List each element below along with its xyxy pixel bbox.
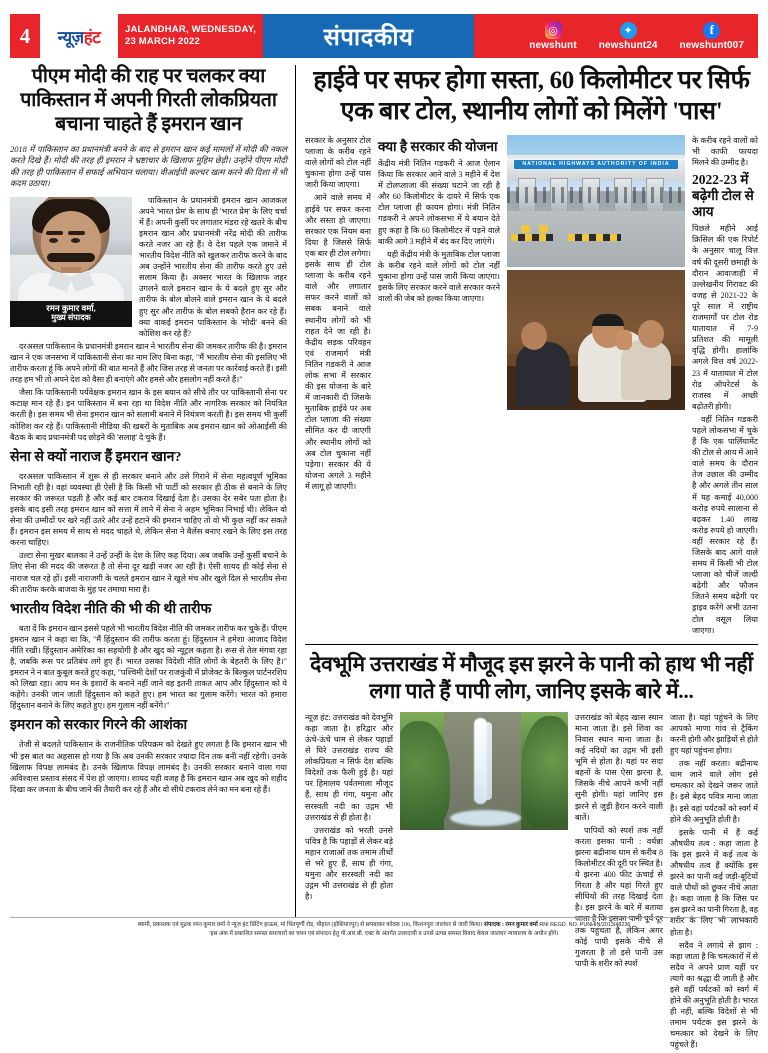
editorial-column [10,65,296,917]
toll-column-2 [378,135,500,638]
waterfall-para: न्यूज़ हंट: उत्तराखंड को देवभूमि कहा जाता है। हरिद्वार और ऊंचे-ऊंचे धाम से लेकर पहाड़ों से घिरे उत्तराखंड राज्य की लोकप्रियता न सिर्फ देश बल्कि विदेशों तक फैली हुई है। यहां पर हिमालय पर्वतमाला मौजूद हैं, साथ ही गंगा, यमुना और सरस्वती नदी का उद्गम भी उत्तराखंड से ही होता है। [305,712,393,822]
page-number: 4 [10,14,40,58]
waterfall-para: उत्तराखंड को बेहद खास स्थान माना जाता है। इसे शिवा का निवास स्थान माना जाता है। कई नदियों का उद्गम भी इसी भूमि से होता है। यहां पर सदा बहनों के पास ऐसा झरना है, जिसके नीचे आपने कभी नहीं सुनी होगी। यहां जानिए इस झरने से जुड़ी हैरान करने वाली बातें। [575,712,663,822]
instagram-icon: ◎ [545,22,562,39]
newspaper-page [0,14,768,1050]
editorial-para: दरअसल पाकिस्तान में शुरू से ही सरकार बनाने और उसे गिराने में सेना महत्वपूर्ण भूमिका निभाती रही है। वहां व्यवस्था ही ऐसी है कि किसी भी पार्टी को सरकार ही ठीक से बनाने के लिए सरकार की जरूरत पड़ती है और कई बार टकराव दिखाई देता है। उसका देर सबेर पता होता है। इसके बाद इसी तरह इमरान खान को सत्ता में लाने में सेना ने अहम भूमिका निभाई थी। लेकिन वो सेना की उम्मीदों पर खरे नहीं उतरे और उन्हें हटाने की इमरान चाहिए तो वो भी कुछ नहीं कर सकते हैं। इमरान इस समय में साथ से मदद चाहते थे, लेकिन सेना ने बैलेंस बनाए रखने के लिए इस तरह करना चाहिए। [10,471,287,548]
editorial-subheading-1: सेना से क्यों नाराज हैं इमरान खान? [10,449,182,465]
rni-registration: RNI REGD. NO. PUNHIN/2013/48236 [539,922,631,929]
publication-logo[interactable] [40,14,118,58]
twitter-icon: ✦ [620,22,637,39]
waterfall-column-1 [305,712,393,1053]
twitter-handle: newshunt24 [598,39,658,51]
section-title: संपादकीय [263,14,474,58]
portrait-moustache [47,253,95,262]
person-right-head [638,320,664,348]
editor-name: रमन कुमार वर्मा, [46,302,96,313]
waterfall-photo-column [400,712,568,1053]
editorial-headline: पीएम मोदी की राह पर चलकर क्या पाकिस्तान में अपनी गिरती लोकप्रियता बचाना चाहते हैं इमरान खान [20,66,277,135]
nhai-signboard-text: NATIONAL HIGHWAYS AUTHORITY OF INDIA [522,161,670,167]
waterfall-story-body [305,712,758,1053]
minister-hair [592,314,624,326]
logo-part-1: न्यूज़ [57,27,84,47]
facebook-icon: f [703,22,720,39]
toll-story-headline: हाईवे पर सफर होगा सस्ता, 60 किलोमीटर पर सिर्फ एक बार टोल, स्थानीय लोगों को मिलेंगे 'पास' [313,67,750,125]
footer-divider [10,917,758,918]
editor-caption [10,301,132,327]
waterfall-para: पापियों को स्पर्श तक नहीं करता इसका पानी : वर्धन्ना झरना बद्रीनाथ धाम से करीब 8 किलोमीटर की दूरी पर स्थित है। ये झरना 400 फीट ऊंचाई से गिरता है और यहां गिरते हुए सीधियों की तरह दिखाई देता है। इस झरने के बारे में बताया जाता है कि इसका पानी पूर्व दूर तक पहुंचता है, लेकिन अगर कोई पापी इसके नीचे से गुजरता है तो इसे पानी उस पापी के शरीर को स्पर्श [575,825,663,968]
footer-line-2: 'इस अंक में प्रकाशित समस्त समाचारों का चयन एवं संपादन हेतु पी.आर.बी. एक्ट के अंतर्गत उत्तरदायी व उनसे उत्पन्न समस्त विवाद केवल जालंधर न्यायालय के अधीन होंगे। [209,930,559,937]
social-facebook[interactable] [680,22,744,51]
toll-story-body [305,135,758,638]
toll-para: वहीं नितिन गडकरी पहले लोकसभा में चुके हैं कि एक पार्लियामेंट की टोल से आय में आने वाले समय के दौरान तेज उछाल की उम्मीद है और अगले तीन साल में यह कमाई 40,000 करोड़ रुपये सालाना से बढ़कर 1.40 लाख करोड़ रुपये हो जाएगी। वहीं सरकार रहे हैं। जिसके बाद आगे वाले समय में किसी भी टोल प्लाजा को चीजें जल्दी बढ़ेगी और फौजन जितने समय बढ़ेगी पर ड्राइव करेंगे अभी उतना टोल वसूल लिया जाएगा। [692,414,758,635]
toll-crowd [507,187,685,203]
portrait-eye-left [49,238,58,243]
toll-para: के करीब रहने वालों को भी काफी फायदा मिलने की उम्मीद है। [692,136,758,168]
social-instagram[interactable] [529,22,576,51]
edition-dateline [118,14,263,58]
editor-credit: संपादक : रमन कुमार वर्मा [483,922,538,929]
section-divider [305,644,758,645]
toll-barrel [539,225,548,233]
editor-designation: मुख्य संपादक [51,313,91,323]
imprint-footer [10,913,758,938]
logo-text [58,25,101,48]
toll-column-3 [692,135,758,638]
toll-para: सरकार के अनुसार टोल प्लाजा के करीब रहने वाले लोगों को टोल नहीं चुकाना होगा उन्हें पास जारी किया जाएगा। [305,136,371,190]
waterfall-para: तक नहीं करता। बद्रीनाथ धाम जाने वाले लोग इसे चमत्कार को देखने जरूर जाते हैं। इसे बेहद पवित्र माना जाता है। इसे वहां पर्यटकों को स्वर्ग में होने की अनुभूति होती है। [670,759,758,824]
foliage-right [521,716,568,827]
editorial-subheading-2: भारतीय विदेश नीति की भी की थी तारीफ [10,601,212,617]
waterfall-story-headline: देवभूमि उत्तराखंड में मौजूद इस झरने के पानी को हाथ भी नहीं लगा पाते हैं पापी लोग, जानिए इसके बारे में... [310,651,753,703]
person-left [516,342,570,406]
waterfall-stream-second [484,722,492,800]
editorial-subheading-3: इमरान को सरकार गिरने की आशंका [10,718,188,734]
minister-parliament-photo [507,270,685,410]
editor-photo-block [10,197,132,327]
logo-part-2: हंट [83,27,101,47]
editorial-para: उल्टा सेना मुखर बालका ने उन्हें उन्हीं के देश के लिए कह दिया। अब जबकि उन्हें कुर्सी बचाने के लिए सेना की मदद की जरूरत है तो सेना दूर खड़ी नजर आ रही है। ऐसी शायद ही कोई सेना से नाराज चल रहे हों। इसी नाराजगी के चलते इमरान खान ने खुले मंच और खुले दिल से भारतीय सेना की तारीफ करके बाजवा के मुंह पर तमाचा मारा है। [10,551,287,594]
waterfall-photo [400,712,568,830]
waterfall-story [305,651,758,1053]
dateline-date: 23 MARCH 2022 [125,36,200,47]
raised-hand [616,330,632,350]
waterfall-para: जाता है। यहां पहुंचने के लिए आपको माणा गांव से ट्रैकिंग करनी होगी और झाड़ियों से होते हुए यहां पहुंचना होगा। [670,712,758,756]
toll-photo-column [507,135,685,638]
nhai-signboard-subtext: PROVIDING CONNECTIVITY, SAFETY AND SPEED [556,169,636,172]
toll-para: केंद्रीय मंत्री नितिन गडकरी ने आज ऐलान किया कि सरकार आने वाले 3 महीने में देश में टोलप्लाजा की संख्या घटाने जा रही है और 60 किलोमीटर के दायरे में सिर्फ एक टोल प्लाजा ही कायम होगा। मंत्री नितिन गडकरी ने अपने लोकसभा में ये बयान देते हुए कहा है कि 60 किलोमीटर में पड़ने वाले बाकी आगे 3 महीने में बंद कर दिए जाएंगे। [378,159,500,246]
waterfall-column-3 [670,712,758,1053]
toll-kerb-barrier [568,234,621,241]
social-links [474,14,758,58]
toll-column-1 [305,135,371,638]
dateline-city: JALANDHAR, WEDNESDAY, [125,24,257,35]
toll-subheading-revenue: 2022-23 में बढ़ेगी टोल से आय [692,172,754,220]
toll-subheading-plan: क्या है सरकार की योजना [378,139,498,154]
toll-kerb-barrier [511,234,554,241]
waterfall-para: इसके पानी में हैं कई औषधीय तत्व : कहा जाता है कि इस झरने में कई तत्व के औषधीय तत्व हैं क्योंकि इस झरने का पानी कई जड़ी-बूटियों वाले पौधों को छूकर नीचे आता है। कहा जाता है कि जिस पर इस झरने का पानी गिरता है, वह शरीर के लिए भी लाभकारी होता है। [670,827,758,937]
toll-plaza-photo [507,135,685,267]
waterfall-para: सदैव ने लगाये से झाग : कहा जाता है कि चमत्कारों में से सदैव ने अपने प्राण यहीं पर त्यागे का श्रद्धा दी जाती है और इसे वहीं पर्यटकों को स्वर्ग में होने की अनुभूति होती है। भारत ही नहीं, बल्कि विदेशों से भी तमाम पर्यटक इस झरने के चमत्कार को देखने के लिए पहुंचते हैं। [670,940,758,1050]
instagram-handle: newshunt [529,39,577,51]
toll-para: आने वाले समय में हाईवे पर सफर करना और सस्ता हो जाएगा। सरकार एक नियम बना दिया है जिससे सिर्फ एक बार ही टोल लगेगा। इसके साथ ही टोल प्लाजा के करीब रहने वाले और लगातार सफर करने वालों को सबक बनाने वाले स्थानीय लोगों को भी राहत देने जा रही है। केंद्रीय सड़क परिवहन एवं राजमार्ग मंत्री नितिन गडकरी ने आज लोक सभा में सरकार की इस योजना के बारे में जानकारी दी जिसके मुताबिक हाईवे पर अब टोल प्लाजा की संख्या सीमित कर दी जाएगी और स्थानीय लोगों को अब टोल चुकाना नहीं पड़ेगा। सरकार की ये योजना अगले 3 महीने में लागू हो जाएगी। [305,193,371,491]
toll-para: पिछले महीने आई क्रिसिल की एक रिपोर्ट के अनुसार चालू वित्त वर्ष की दूसरी छमाही के दौरान आवाजाही में उल्लेखनीय गिरावट की वजह से 2021-22 के पूरे साल में राष्ट्रीय राजमार्गों पर टोल रोड यातायात में 7-9 प्रतिशत की मामूली वृद्धि होगी। हालांकि अगले वित्त वर्ष 2022-23 में यातायात में टोल रोड ऑपरेटर्स के राजस्व में अच्छी बढ़ोतरी होगी। [692,224,758,411]
editorial-standfirst: 2018 में पाकिस्तान का प्रधानमंत्री बनने के बाद से इमरान खान कई मामलों में मोदी की नकल करते दिखे हैं। मोदी की तरह ही इमरान ने भ्रष्टाचार के खिलाफ मुहिम छेड़ी। उन्होंने पीएम मोदी की तरह ही पाकिस्तान में सफाई अभियान चलाया। वीआईपी कल्चर खत्म करने की दिशा में भी कदम उठाया। [10,145,287,189]
facebook-handle: newshunt007 [679,39,744,51]
editorial-para: तेजी से बदलते पाकिस्तान के राजनीतिक परिपक्रम को देखते हुए लगता है कि इमरान खान भी भी इस बात का अहसास हो गया है कि अब उनकी सरकार ज्यादा दिन तक बनी नहीं रहेगी। उनके खिलाफ विपक्ष लामबंद है। उनके खिलाफ विपक्ष लामबंद है। उनकी सरकार बनाने वाला गया अविश्वास प्रस्ताव संसद में पेश हो जाएगा। शायद यही वजह है कि इमरान खान अब खुद को शहीद दिखा कर जनता के बीच जाने की तैयारी कर रहे हैं और वो सीधे टकराव लेने का मन बना रहे हैं। [10,740,287,794]
waterfall-para: उत्तराखंड को भरती उनसे पवित्र है कि पहाड़ों से लेकर बड़े महान राजाओं तक तमाम तीर्थों से भरे हुए हैं, साथ ही गंगा, यमुना और सरस्वती नदी का उद्गम भी उत्तराखंड से ही होता है। [305,825,393,902]
toll-para: यही केंद्रीय मंत्री के मुताबिक टोल प्लाजा के करीब रहने वाले लोगों को टोल नहीं चुकाना होगा उन्हें पास जारी किया जाएगा। इसके लिए सरकार करने वाले सरकार करने वालों की जेब को हल्का किया जाएगा। [378,249,500,304]
social-twitter[interactable] [599,22,658,51]
editorial-para: दरअसल पाकिस्तान के प्रधानमंत्री इमरान खान ने भारतीय सेना की जमकर तारीफ की है। इमरान खान ने एक जनसभा में पाकिस्तानी सेना का नाम लिए बिना कहा, "मैं भारतीय सेना की इसलिए भी तारीफ करता हूं कि अपने लोगों की बात मानते हैं और जिस तरह से जनता पर कार्रवाई करते हैं। इसी तरह हम भी तो अपने देश को वैसा ही बनाएंगे और हमसे और हसलोग नहीं करते हैं।" [10,341,287,385]
editorial-para: जैसा कि पाकिस्तानी पर्यवेक्षक इमरान खान के इस बयान को सीधे तौर पर पाकिस्तानी सेना पर कटाक्ष मान रहे हैं। इन पाकिस्तान में बना रहा था विदेश नीति और नागरिक सरकार को नियंत्रित करती है। इस समय भी सेना इमरान खान को सलामी बनाने में नियंत्रण करती है। इस समय भी कुर्सी कोशिश कर रहे हैं। पाकिस्तानी मीडिया की खबरों के मुताबिक अब इमरान खान को ओआईसी की बैठक के बाद प्रधानमंत्री पद छोड़ने की 'सलाह' दे चुके हैं। [10,388,287,442]
editorial-para: बता दें कि इमरान खान इससे पहले भी भारतीय विदेश नीति की जमकर तारीफ कर चुके हैं। पीएम इमरान खान ने कहा था कि, "मैं हिंदुस्तान की तारीफ करता हूं। हिंदुस्तान ने हमेशा आजाद विदेश नीति रखी। हिंदुस्तान अमेरिका का सहयोगी है और खुद को न्यूट्रल कहता है। रूस से तेल मंगवा रहा है, जबकि रूस पर प्रतिबंध लगे हुए हैं। भारत उसका विदेशी नीति लोगों के बेहतरी के लिए है।" इमरान ने न बात कुबूल करते हुए कहा, "पश्चिमी देशों पर राजकुंवी में प्रोजेक्ट के बिल्कुल पार्टनरशिप को लिखा रहा। आप मन के इशारों के बनाने नहीं जाने वह इतनी ताकत आप और हिंदुस्तान को ये कहेंगे। उनकी जान जाती हिंदुस्तान को कहते हुए। हम भारत का गुलाम करेंगे। भारत को हमारा हिंदुस्तान बनाने के लिए कहते हुए। हम गुलाम नहीं बनेंगे।" [10,623,287,711]
toll-barrel [521,225,530,233]
waterfall-pool [450,810,521,826]
publisher-statement: स्वामी, प्रकाशक एवं मुद्रक रमन कुमार वर्मा ने न्यूज़ हंट प्रिंटिंग हाऊस, मां चिंतपूर्णी रोड, चौहाल (होशियारपुर) से छपवाकर कोठस 106, किशनपुरा जालंधर से जारी किया। [137,922,483,929]
editor-portrait [10,197,132,301]
footer-line-1 [10,921,758,929]
waterfall-column-2 [575,712,663,1053]
portrait-brow-right [68,231,85,235]
masthead [10,14,758,58]
portrait-eye-right [71,238,80,243]
portrait-brow-left [46,231,63,235]
editorial-para: पाकिस्तान के प्रधानमंत्री इमरान खान आजकल अपने 'भारत प्रेम' के साथ ही 'भारत प्रेम' के लिए चर्चा में हैं। अपनी कुर्सी पर लगातार मंडरा रहे खतरे के बीच इमरान खान और प्रधानमंत्री नरेंद्र मोदी की तारीफ करते नजर आ रहे हैं। वे देश पहले एक जमाने में भारतीय विदेश नीति को खुलकर तारीफ करने के बाद अब उन्होंने भारतीय सेना की तारीफ करते हुए उसे सलाम किया है। अक्सर भारत के खिलाफ जहर उगलने वाले इमरान खान के ये बदले हुए सुर और तारीफ के बोल बोलने वाले इमरान खान के ये बदले हुए सुर और तारीफ के बोल सबको हैरान कर रहे हैं। क्या वाकई इमरान पाकिस्तान के 'मोदी' बनने की कोशिश कर रहे हैं? [139,195,287,338]
